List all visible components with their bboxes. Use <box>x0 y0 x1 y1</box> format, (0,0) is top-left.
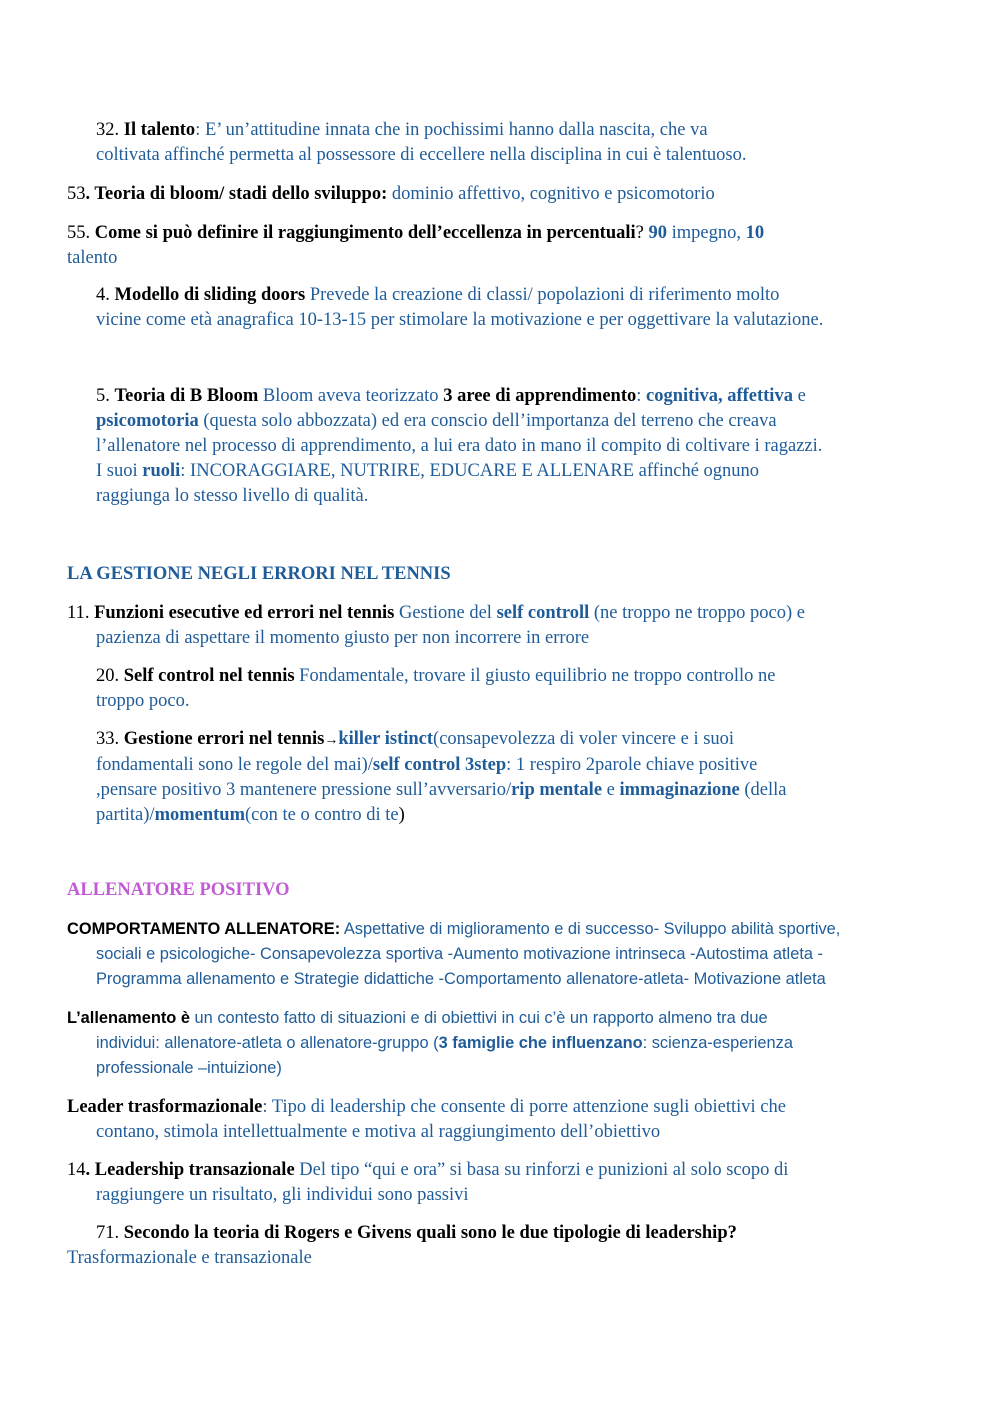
item-text: professionale –intuizione) <box>96 1059 282 1077</box>
item-55 <box>67 221 917 271</box>
bold-term: immaginazione <box>619 780 740 800</box>
item-text: : INCORAGGIARE, NUTRIRE, EDUCARE E ALLENARE affinché ognuno <box>180 461 760 481</box>
bold-term: killer istinct <box>338 729 434 749</box>
item-title: Il talento <box>123 120 196 140</box>
item-text: l’allenatore nel processo di apprendimento, a lui era dato in mano il compito di coltivare i ragazzi. <box>96 436 823 456</box>
bold-term: psicomotoria <box>96 411 199 431</box>
item-text: : <box>636 386 647 406</box>
item-title: . Leadership transazionale <box>85 1160 295 1180</box>
item-text: individui: allenatore-atleta o allenatore-gruppo ( <box>96 1034 439 1052</box>
item-number: 5. <box>96 386 115 406</box>
item-text: Del tipo “qui e ora” si basa su rinforzi e punizioni al solo scopo di <box>294 1160 789 1180</box>
item-number: 11. <box>67 603 95 623</box>
item-text: partita)/ <box>96 805 155 825</box>
item-text: sociali e psicologiche- Consapevolezza sportiva -Aumento motivazione intrinseca -Autostima atleta - <box>96 945 823 963</box>
item-20 <box>67 664 917 714</box>
item-71 <box>67 1221 917 1271</box>
item-text: Prevede la creazione di classi/ popolazioni di riferimento molto <box>305 285 780 305</box>
item-text: (questa solo abbozzata) ed era conscio dell’importanza del terreno che creava <box>198 411 777 431</box>
item-text: Programma allenamento e Strategie didattiche -Comportamento allenatore-atleta- Motivazione atleta <box>96 970 826 988</box>
item-number: 32. <box>96 120 124 140</box>
item-text: raggiunga lo stesso livello di qualità. <box>96 486 369 506</box>
item-title: Come si può definire il raggiungimento dell’eccellenza in percentuali <box>94 223 636 243</box>
item-text: pazienza di aspettare il momento giusto per non incorrere in errore <box>96 628 590 648</box>
item-text: contano, stimola intellettualmente e motiva al raggiungimento dell’obiettivo <box>96 1122 661 1142</box>
item-text: I suoi <box>96 461 143 481</box>
item-text: fondamentali sono le regole del mai)/ <box>96 755 373 775</box>
arrow-icon: → <box>324 733 339 748</box>
item-title: Teoria di B Bloom <box>114 386 259 406</box>
item-title: COMPORTAMENTO ALLENATORE: <box>67 920 341 938</box>
item-text: ,pensare positivo 3 mantenere pressione sull’avversario/ <box>96 780 512 800</box>
item-text: raggiungere un risultato, gli individui sono passivi <box>96 1185 469 1205</box>
item-text: Trasformazionale e transazionale <box>67 1248 312 1268</box>
item-title: . Teoria di bloom/ stadi dello sviluppo: <box>85 184 388 204</box>
item-text: ) <box>398 805 405 825</box>
item-number: 4. <box>96 285 115 305</box>
item-text: (con te o contro di te <box>245 805 399 825</box>
item-text: impegno, <box>667 223 746 243</box>
item-32 <box>67 118 917 168</box>
item-text: talento <box>67 248 118 268</box>
item-number: 55. <box>67 223 95 243</box>
item-text: : 1 respiro 2parole chiave positive <box>506 755 758 775</box>
section-heading: ALLENATORE POSITIVO <box>67 880 290 900</box>
value-talento: 10 <box>745 223 765 243</box>
item-title: Leader trasformazionale <box>67 1097 263 1117</box>
bold-term: rip mentale <box>511 780 603 800</box>
item-title: Secondo la teoria di Rogers e Givens quali sono le due tipologie di leadership? <box>123 1223 737 1243</box>
item-text: dominio affettivo, cognitivo e psicomotorio <box>387 184 715 204</box>
item-text: (consapevolezza di voler vincere e i suoi <box>433 729 735 749</box>
item-text: vicine come età anagrafica 10-13-15 per stimolare la motivazione e per oggettivare la valutazione. <box>96 310 824 330</box>
item-title: Modello di sliding doors <box>114 285 306 305</box>
item-text: Gestione del <box>394 603 497 623</box>
item-33 <box>67 727 917 828</box>
comportamento-allenatore <box>67 917 917 992</box>
leader-trasformazionale <box>67 1095 917 1145</box>
item-title: Gestione errori nel tennis <box>123 729 325 749</box>
item-text: : Tipo di leadership che consente di porre attenzione sugli obiettivi che <box>262 1097 786 1117</box>
bold-term: 3 aree di apprendimento <box>443 386 637 406</box>
allenamento <box>67 1006 917 1081</box>
item-number: 53 <box>67 184 86 204</box>
item-text: un contesto fatto di situazioni e di obiettivi in cui c’è un rapporto almeno tra due <box>189 1009 768 1027</box>
item-title: Self control nel tennis <box>123 666 295 686</box>
item-text: coltivata affinché permetta al possessore di eccellere nella disciplina in cui è talentuoso. <box>96 145 747 165</box>
item-text: (ne troppo ne troppo poco) e <box>589 603 806 623</box>
item-text: Fondamentale, trovare il giusto equilibrio ne troppo controllo ne <box>294 666 776 686</box>
question-mark: ? <box>635 223 649 243</box>
item-text: (della <box>739 780 787 800</box>
item-number: 33. <box>96 729 124 749</box>
item-title: L’allenamento è <box>67 1009 190 1027</box>
bold-term: self control 3step <box>372 755 507 775</box>
bold-term: ruoli <box>142 461 181 481</box>
item-number: 14 <box>67 1160 86 1180</box>
item-5 <box>67 384 917 509</box>
bold-term: momentum <box>154 805 245 825</box>
item-text: troppo poco. <box>96 691 190 711</box>
value-impegno: 90 <box>648 223 668 243</box>
item-4 <box>67 283 917 333</box>
bold-term: cognitiva, affettiva <box>646 386 793 406</box>
item-11 <box>67 601 917 651</box>
item-text: Bloom aveva teorizzato <box>258 386 444 406</box>
item-title: Funzioni esecutive ed errori nel tennis <box>94 603 395 623</box>
bold-term: 3 famiglie che influenzano <box>438 1034 643 1052</box>
item-number: 71. <box>96 1223 124 1243</box>
item-14 <box>67 1158 917 1208</box>
item-text: Aspettative di miglioramento e di successo- Sviluppo abilità sportive, <box>340 920 841 938</box>
bold-term: self controll <box>496 603 590 623</box>
item-text: : scienza-esperienza <box>642 1034 793 1052</box>
item-text: e <box>602 780 620 800</box>
item-text: e <box>792 386 806 406</box>
item-text: : E’ un’attitudine innata che in pochissimi hanno dalla nascita, che va <box>195 120 708 140</box>
section-heading: LA GESTIONE NEGLI ERRORI NEL TENNIS <box>67 564 451 584</box>
item-number: 20. <box>96 666 124 686</box>
item-53 <box>67 182 917 207</box>
